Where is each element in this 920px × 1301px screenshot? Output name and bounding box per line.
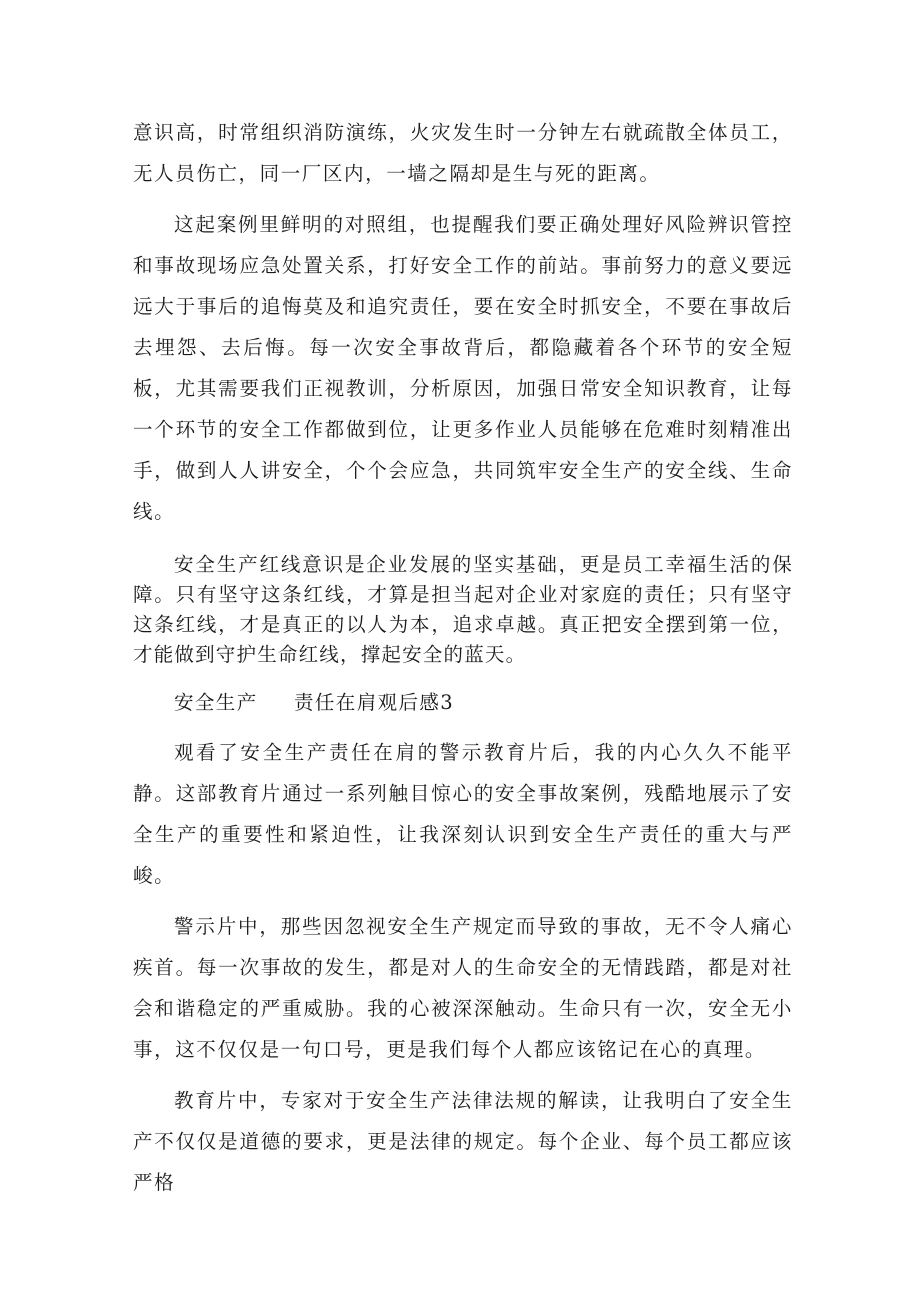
paragraph-1: 意识高，时常组织消防演练，火灾发生时一分钟左右就疏散全体员工，无人员伤亡，同一厂区内，一墙之隔却是生与死的距离。	[133, 121, 793, 185]
section-heading-right: 责任在肩观后感3	[294, 691, 455, 714]
section-heading	[133, 688, 793, 718]
document-body	[133, 112, 793, 1203]
paragraph-5: 警示片中，那些因忽视安全生产规定而导致的事故，无不令人痛心疾首。每一次事故的发生，都是对人的生命安全的无情践踏，都是对社会和谐稳定的严重威胁。我的心被深深触动。生命只有一次，安全无小事，这不仅仅是一句口号，更是我们每个人都应该铭记在心的真理。	[133, 915, 793, 1061]
paragraph-3: 安全生产红线意识是企业发展的坚实基础，更是员工幸福生活的保障。只有坚守这条红线，才算是担当起对企业对家庭的责任；只有坚守这条红线，才是真正的以人为本，追求卓越。真正把安全摆到第一位，才能做到守护生命红线，撑起安全的蓝天。	[133, 553, 793, 666]
paragraph-6: 教育片中，专家对于安全生产法律法规的解读，让我明白了安全生产不仅仅是道德的要求，更是法律的规定。每个企业、每个员工都应该严格	[133, 1089, 793, 1194]
paragraph-2: 这起案例里鲜明的对照组，也提醒我们要正确处理好风险辨识管控和事故现场应急处置关系，打好安全工作的前站。事前努力的意义要远远大于事后的追悔莫及和追究责任，要在安全时抓安全，不要在事故后去埋怨、去后悔。每一次安全事故背后，都隐藏着各个环节的安全短板，尤其需要我们正视教训，分析原因，加强日常安全知识教育，让每一个环节的安全工作都做到位，让更多作业人员能够在危难时刻精准出手，做到人人讲安全，个个会应急，共同筑牢安全生产的安全线、生命线。	[133, 213, 793, 523]
paragraph-4: 观看了安全生产责任在肩的警示教育片后，我的内心久久不能平静。这部教育片通过一系列触目惊心的安全事故案例，残酷地展示了安全生产的重要性和紧迫性，让我深刻认识到安全生产责任的重大与严峻。	[133, 741, 793, 887]
section-heading-left: 安全生产	[174, 691, 258, 714]
